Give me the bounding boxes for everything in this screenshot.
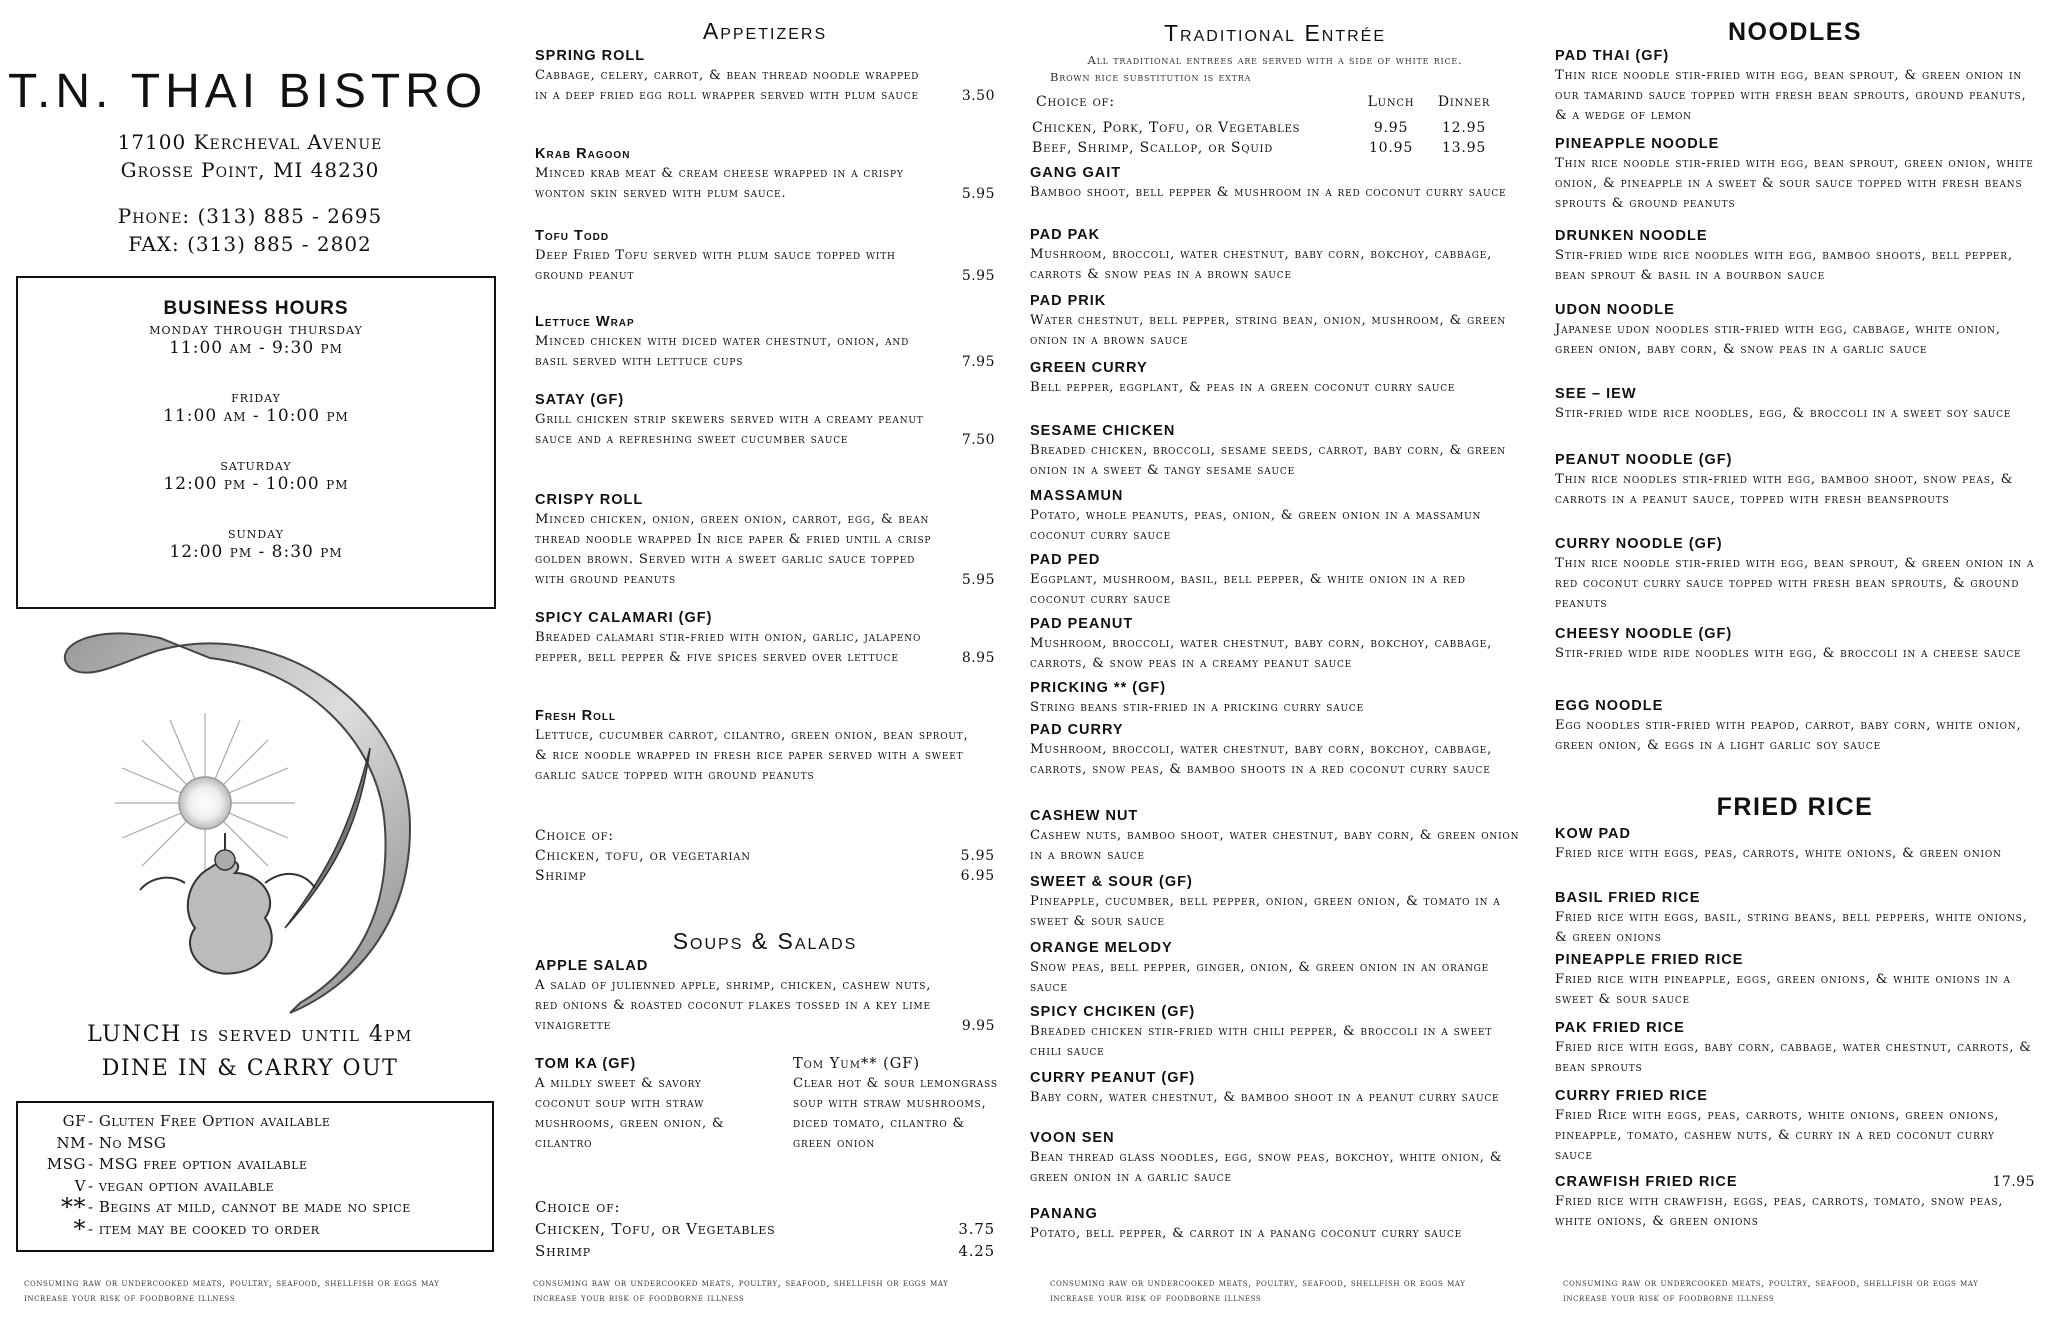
menu-item: BASIL FRIED RICE Fried rice with eggs, basil, string beans, bell peppers, white onions, & green onions bbox=[1555, 890, 2028, 945]
entree-note: All traditional entrees are served with a side of white rice. Brown rice substitution is extra bbox=[1050, 53, 1463, 84]
menu-item: PEANUT NOODLE (GF) Thin rice noodles stir-fried with egg, bamboo shoot, snow peas, & carrots in a peanut sauce, topped with fresh beansprouts bbox=[1555, 452, 2014, 507]
legend-row: GF - Gluten Free Option available bbox=[62, 1112, 331, 1130]
entree-column bbox=[1020, 0, 1530, 1325]
thai-dancer-logo-icon bbox=[30, 628, 450, 1020]
menu-item: PRICKING ** (GF) String beans stir-fried in a pricking curry sauce bbox=[1030, 680, 1364, 715]
menu-item: CRISPY ROLL Minced chicken, onion, green onion, carrot, egg, & bean thread noodle wrapped In rice paper & fried until a crisp golden brown. Served with a sweet garlic sauce topped with ground peanuts 5.95 bbox=[535, 492, 995, 588]
hours-row: monday through thursday 11:00 am - 9:30 pm bbox=[149, 320, 363, 358]
phone-number: Phone: (313) 885 - 2695 bbox=[117, 204, 383, 228]
menu-item: Fresh Roll Lettuce, cucumber carrot, cilantro, green onion, bean sprout, & rice noodle wrapped in fresh rice paper served with a sweet garlic sauce topped with ground peanuts bbox=[535, 708, 969, 783]
street-address: 17100 Kercheval Avenue bbox=[117, 130, 383, 154]
menu-item: Tofu Todd Deep Fried Tofu served with plum sauce topped with ground peanut 5.95 bbox=[535, 228, 995, 284]
fax-number: FAX: (313) 885 - 2802 bbox=[128, 232, 372, 256]
menu-item: UDON NOODLE Japanese udon noodles stir-fried with egg, cabbage, white onion, green onion, baby corn, & snow peas in a garlic sauce bbox=[1555, 302, 2001, 357]
menu-item: Lettuce Wrap Minced chicken with diced water chestnut, onion, and basil served with lettuce cups 7.95 bbox=[535, 314, 995, 370]
legend-row: ** - Begins at mild, cannot be made no spice bbox=[61, 1193, 411, 1222]
menu-item: PINEAPPLE FRIED RICE Fried rice with pineapple, eggs, green onions, & white onions in a sweet & sour sauce bbox=[1555, 952, 2011, 1007]
legend-row: V - vegan option available bbox=[74, 1176, 274, 1195]
price-row: Beef, Shrimp, Scallop, or Squid 10.95 13.95 bbox=[1032, 140, 1487, 156]
menu-item: SPRING ROLL Cabbage, celery, carrot, & bean thread noodle wrapped in a deep fried egg roll wrapper served with plum sauce 3.50 bbox=[535, 48, 995, 104]
menu-item: SPICY CHCIKEN (GF) Breaded chicken stir-fried with chili pepper, & broccoli in a sweet chili sauce bbox=[1030, 1004, 1493, 1059]
choice-row: Chicken, Tofu, or Vegetables 3.75 bbox=[535, 1220, 995, 1238]
menu-item: PAD PEANUT Mushroom, broccoli, water chestnut, baby corn, bokchoy, cabbage, carrots, & snow peas in a creamy peanut sauce bbox=[1030, 616, 1493, 671]
noodles-heading: NOODLES bbox=[1727, 18, 1863, 46]
menu-item: PAD THAI (GF) Thin rice noodle stir-fried with egg, bean sprout, & green onion in our tamarind sauce topped with fresh bean sprouts, ground peanuts, & a wedge of lemon bbox=[1555, 48, 2027, 123]
legend-box bbox=[16, 1101, 494, 1252]
appetizer-choices: Choice of: Chicken, tofu, or vegetarian 5.95 Shrimp 6.95 bbox=[535, 828, 995, 884]
hours-heading: BUSINESS HOURS bbox=[163, 298, 349, 319]
menu-item: PINEAPPLE NOODLE Thin rice noodle stir-fried with egg, bean sprout, green onion, white onion, & pineapple in a sweet & sour sauce topped with fresh beans sprouts & ground peanuts bbox=[1555, 136, 2034, 211]
menu-item: Tom Yum** (GF) Clear hot & sour lemongrass soup with straw mushrooms, diced tomato, cilantro & green onion bbox=[793, 1056, 998, 1151]
business-hours-box bbox=[16, 276, 496, 609]
choice-row: Shrimp 6.95 bbox=[535, 868, 995, 884]
foodborne-warning: consuming raw or undercooked meats, poultry, seafood, shellfish or eggs may increase your risk of foodborne illness bbox=[1563, 1278, 1979, 1304]
menu-item: CURRY NOODLE (GF) Thin rice noodle stir-fried with egg, bean sprout, & green onion in a red coconut curry sauce topped with fresh bean sprouts, & ground peanuts bbox=[1555, 536, 2035, 611]
menu-item: PAD CURRY Mushroom, broccoli, water chestnut, baby corn, bokchoy, cabbage, carrots, snow peas, & bamboo shoots in a red coconut curry sauce bbox=[1030, 722, 1493, 777]
restaurant-name: T.N. THAI BISTRO bbox=[8, 65, 488, 118]
hours-row: saturday 12:00 pm - 10:00 pm bbox=[163, 456, 349, 494]
menu-item: SATAY (GF) Grill chicken strip skewers served with a creamy peanut sauce and a refreshing sweet cucumber sauce 7.50 bbox=[535, 392, 995, 448]
menu-item: PANANG Potato, bell pepper, & carrot in a panang coconut curry sauce bbox=[1030, 1206, 1463, 1241]
menu-item: SESAME CHICKEN Breaded chicken, broccoli, sesame seeds, carrot, baby corn, & green onion in a sweet & tangy sesame sauce bbox=[1030, 423, 1506, 478]
menu-item: CRAWFISH FRIED RICE 17.95 Fried rice with crawfish, eggs, peas, carrots, tomato, snow peas, white onions, & green onions bbox=[1555, 1174, 2035, 1229]
menu-item: MASSAMUN Potato, whole peanuts, peas, onion, & green onion in a massamun coconut curry sauce bbox=[1030, 488, 1482, 543]
menu-item: VOON SEN Bean thread glass noodles, egg, snow peas, bokchoy, white onion, & green onion in a garlic sauce bbox=[1030, 1130, 1503, 1185]
hours-row: sunday 12:00 pm - 8:30 pm bbox=[169, 524, 343, 562]
entree-heading: Traditional Entrée bbox=[1163, 20, 1387, 46]
entree-price-table: Choice of: Lunch Dinner Chicken, Pork, Tofu, or Vegetables 9.95 12.95 Beef, Shrimp, Scallop, or Squid 10.95 13.95 bbox=[1032, 92, 1502, 158]
menu-item: SPICY CALAMARI (GF) Breaded calamari stir-fried with onion, garlic, jalapeno pepper, bell pepper & five spices served over lettuce 8.95 bbox=[535, 610, 995, 666]
menu-item: GANG GAIT Bamboo shoot, bell pepper & mushroom in a red coconut curry sauce bbox=[1030, 165, 1507, 200]
menu-item: SEE – IEW Stir-fried wide rice noodles, egg, & broccoli in a sweet soy sauce bbox=[1555, 386, 2012, 421]
menu-item: SWEET & SOUR (GF) Pineapple, cucumber, bell pepper, onion, green onion, & tomato in a sweet & sour sauce bbox=[1030, 874, 1501, 929]
menu-item: GREEN CURRY Bell pepper, eggplant, & peas in a green coconut curry sauce bbox=[1030, 360, 1456, 395]
foodborne-warning: consuming raw or undercooked meats, poultry, seafood, shellfish or eggs may increase your risk of foodborne illness bbox=[24, 1278, 440, 1304]
legend-row: NM - No MSG bbox=[56, 1133, 167, 1152]
legend-row: MSG - MSG free option available bbox=[46, 1155, 308, 1174]
menu-item: ORANGE MELODY Snow peas, bell pepper, ginger, onion, & green onion in an orange sauce bbox=[1030, 940, 1490, 995]
noodles-column bbox=[1545, 0, 2045, 1325]
menu-item: EGG NOODLE Egg noodles stir-fried with peapod, carrot, baby corn, white onion, green onion, & eggs in a light garlic soy sauce bbox=[1555, 698, 2022, 753]
menu-item: Krab Ragoon Minced krab meat & cream cheese wrapped in a crispy wonton skin served with plum sauce. 5.95 bbox=[535, 146, 995, 202]
legend-row: * - item may be cooked to order bbox=[73, 1214, 320, 1243]
menu-item: DRUNKEN NOODLE Stir-fried wide rice noodles with egg, bamboo shoots, bell pepper, bean sprout & basil in a bourbon sauce bbox=[1555, 228, 2013, 283]
dine-note: DINE IN & CARRY OUT bbox=[101, 1056, 399, 1081]
soup-choices: Choice of: Chicken, Tofu, or Vegetables 3.75 Shrimp 4.25 bbox=[535, 1198, 995, 1260]
menu-item: PAD PAK Mushroom, broccoli, water chestnut, baby corn, bokchoy, cabbage, carrots & snow peas in a brown sauce bbox=[1030, 227, 1493, 282]
menu-item: PAD PRIK Water chestnut, bell pepper, string bean, onion, mushroom, & green onion in a brown sauce bbox=[1030, 293, 1507, 348]
menu-item: CASHEW NUT Cashew nuts, bamboo shoot, water chestnut, baby corn, & green onion in a brown sauce bbox=[1030, 808, 1520, 863]
info-column bbox=[0, 0, 510, 1325]
menu-item: CURRY FRIED RICE Fried Rice with eggs, peas, carrots, white onions, green onions, pineapple, tomato, cashew nuts, & curry in a red coconut curry sauce bbox=[1555, 1088, 2000, 1163]
appetizers-column bbox=[525, 0, 1005, 1325]
lunch-note: LUNCH is served until 4pm bbox=[87, 1022, 413, 1047]
menu-item: TOM KA (GF) A mildly sweet & savory coconut soup with straw mushrooms, green onion, & cilantro bbox=[535, 1056, 725, 1151]
foodborne-warning: consuming raw or undercooked meats, poultry, seafood, shellfish or eggs may increase your risk of foodborne illness bbox=[1050, 1278, 1466, 1304]
menu-item: PAD PED Eggplant, mushroom, basil, bell pepper, & white onion in a red coconut curry sauce bbox=[1030, 552, 1466, 607]
soups-heading: Soups & Salads bbox=[672, 928, 858, 954]
foodborne-warning: consuming raw or undercooked meats, poultry, seafood, shellfish or eggs may increase your risk of foodborne illness bbox=[533, 1278, 949, 1304]
menu-item: CHEESY NOODLE (GF) Stir-fried wide ride noodles with egg, & broccoli in a cheese sauce bbox=[1555, 626, 2022, 661]
menu-item: CURRY PEANUT (GF) Baby corn, water chestnut, & bamboo shoot in a peanut curry sauce bbox=[1030, 1070, 1500, 1105]
choice-row: Chicken, tofu, or vegetarian 5.95 bbox=[535, 848, 995, 864]
fried-rice-heading: FRIED RICE bbox=[1716, 793, 1874, 821]
price-row: Chicken, Pork, Tofu, or Vegetables 9.95 12.95 bbox=[1032, 120, 1487, 136]
menu-item: KOW PAD Fried rice with eggs, peas, carrots, white onions, & green onion bbox=[1555, 826, 2002, 861]
menu-item: APPLE SALAD A salad of julienned apple, shrimp, chicken, cashew nuts, red onions & roasted coconut flakes tossed in a key lime vinaigrette 9.95 bbox=[535, 958, 995, 1034]
menu-item: PAK FRIED RICE Fried rice with eggs, baby corn, cabbage, water chestnut, carrots, & bean sprouts bbox=[1555, 1020, 2032, 1075]
hours-row: friday 11:00 am - 10:00 pm bbox=[163, 388, 349, 426]
city-address: Grosse Point, MI 48230 bbox=[120, 158, 380, 182]
choice-row: Shrimp 4.25 bbox=[535, 1242, 995, 1260]
appetizers-heading: Appetizers bbox=[702, 18, 828, 44]
